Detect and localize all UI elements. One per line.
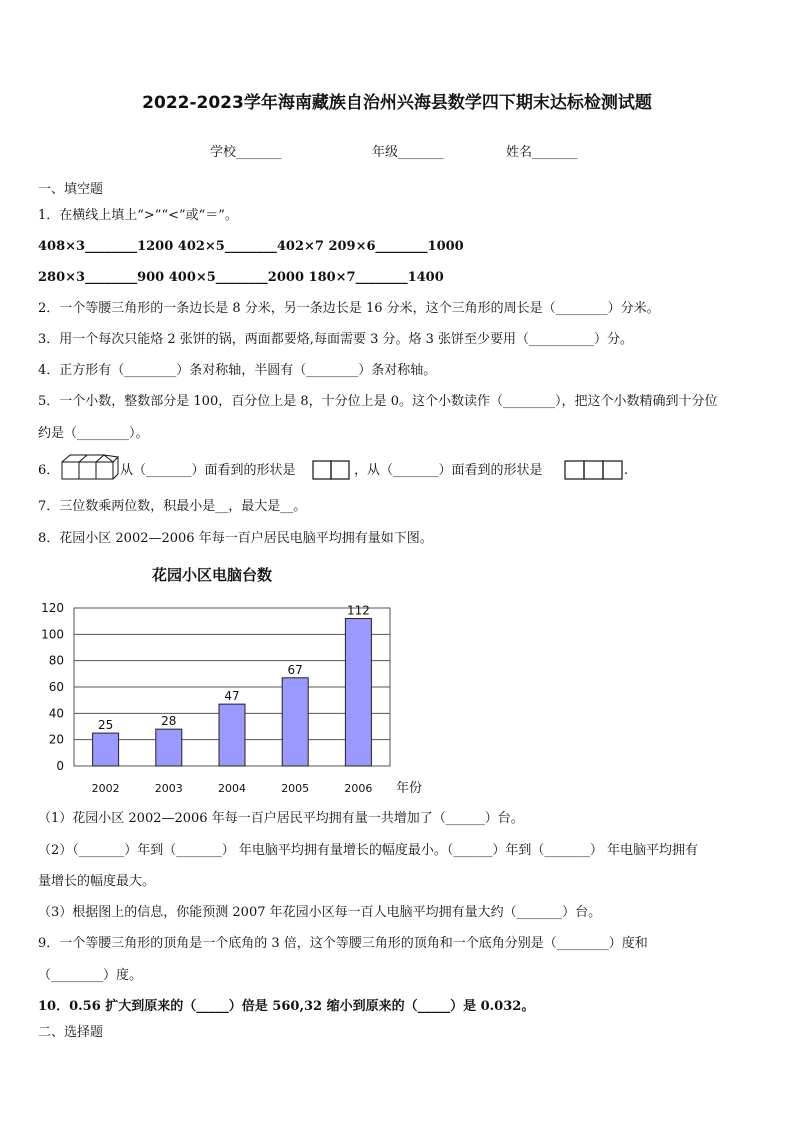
- chart-x-tick-label: 2002: [91, 782, 120, 795]
- question-3: 3．用一个每次只能烙 2 张饼的锅，两面都要烙,每面需要 3 分。烙 3 张饼至少要用（__________）分。: [38, 332, 634, 347]
- question-2: 2．一个等腰三角形的一条边长是 8 分米，另一条边长是 16 分米，这个三角形的周长是（________）分米。: [38, 301, 660, 316]
- question-9-line-1: 9．一个等腰三角形的顶角是一个底角的 3 倍，这个等腰三角形的顶角和一个底角分别是（________）度和: [38, 936, 648, 951]
- chart-data-label: 28: [161, 714, 177, 729]
- question-8: 8．花园小区 2002—2006 年每一百户居民电脑平均拥有量如下图。: [38, 531, 433, 546]
- question-6-end: .: [624, 463, 629, 478]
- cube-solid-figure: [60, 453, 120, 481]
- chart-y-tick-label: 60: [48, 680, 64, 694]
- school-field: 学校_______: [210, 145, 282, 160]
- chart-y-tick-label: 40: [48, 706, 64, 721]
- chart-x-tick-label: 2006: [344, 782, 373, 795]
- question-5-line-1: 5．一个小数，整数部分是 100，百分位上是 8，十分位上是 0。这个小数读作（________），把这个小数精确到十分位: [38, 394, 718, 409]
- chart-data-label: 47: [224, 689, 240, 704]
- chart-x-tick-label: 2004: [218, 782, 246, 795]
- chart-data-label: 67: [287, 662, 303, 677]
- grade-field: 年级_______: [372, 145, 444, 160]
- question-4: 4．正方形有（________）条对称轴，半圆有（________）条对称轴。: [38, 363, 437, 378]
- chart-y-tick-label: 20: [48, 732, 64, 747]
- chart-bar: [156, 729, 182, 766]
- question-1-stem: 1．在横线上填上“>”“<”或“＝”。: [38, 208, 238, 223]
- chart-x-tick-label: 2005: [281, 782, 310, 795]
- chart-bar: [93, 733, 119, 766]
- question-5-line-2: 约是（________）。: [38, 426, 149, 441]
- question-6-part-2: ，从（_______）面看到的形状是: [354, 463, 543, 478]
- chart-data-label: 25: [97, 718, 114, 733]
- section-heading-fill: 一、填空题: [38, 182, 104, 197]
- question-9-line-2: （________）度。: [38, 968, 143, 983]
- question-8-sub-3: （3）根据图上的信息，你能预测 2007 年花园小区每一百人电脑平均拥有量大约（_______）台。: [38, 905, 602, 920]
- view-shape-two-squares: [312, 460, 352, 481]
- question-8-sub-1: （1）花园小区 2002—2006 年每一百户居民平均拥有量一共增加了（______）台。: [38, 811, 524, 826]
- chart-y-tick-label: 120: [41, 601, 64, 615]
- question-8-sub-2-line-2: 量增长的幅度最大。: [38, 874, 156, 889]
- chart-y-tick-label: 0: [56, 759, 64, 773]
- chart-title: 花园小区电脑台数: [152, 566, 273, 584]
- chart-bar: [219, 704, 245, 766]
- question-7: 7．三位数乘两位数，积最小是__，最大是__。: [38, 499, 307, 514]
- section-heading-choice: 二、选择题: [38, 1025, 104, 1040]
- name-field: 姓名_______: [506, 145, 578, 160]
- page-title: 2022-2023学年海南藏族自治州兴海县数学四下期末达标检测试题: [142, 93, 652, 113]
- chart-data-label: 112: [346, 603, 370, 618]
- question-10: 10．0.56 扩大到原来的（_____）倍是 560,32 缩小到原来的（_____）是 0.032。: [38, 999, 535, 1014]
- question-1-row-2: 280×3________900 400×5________2000 180×7________1400: [38, 270, 444, 285]
- chart-y-tick-label: 100: [41, 627, 64, 642]
- question-1-row-1: 408×3________1200 402×5________402×7 209×6________1000: [38, 239, 464, 254]
- question-6-number: 6．: [38, 463, 60, 478]
- chart-y-tick-label: 80: [48, 653, 64, 668]
- view-shape-three-squares: [564, 460, 629, 481]
- bar-chart: [30, 596, 430, 796]
- chart-bar: [345, 619, 371, 766]
- question-8-sub-2-line-1: （2）（_______）年到（_______） 年电脑平均拥有量增长的幅度最小。（______）年到（_______） 年电脑平均拥有: [38, 843, 699, 858]
- chart-x-tick-label: 2003: [154, 782, 183, 795]
- question-6-part-1: 从（_______）面看到的形状是: [120, 463, 296, 478]
- chart-x-axis-label: 年份: [396, 781, 423, 796]
- chart-bar: [282, 678, 308, 766]
